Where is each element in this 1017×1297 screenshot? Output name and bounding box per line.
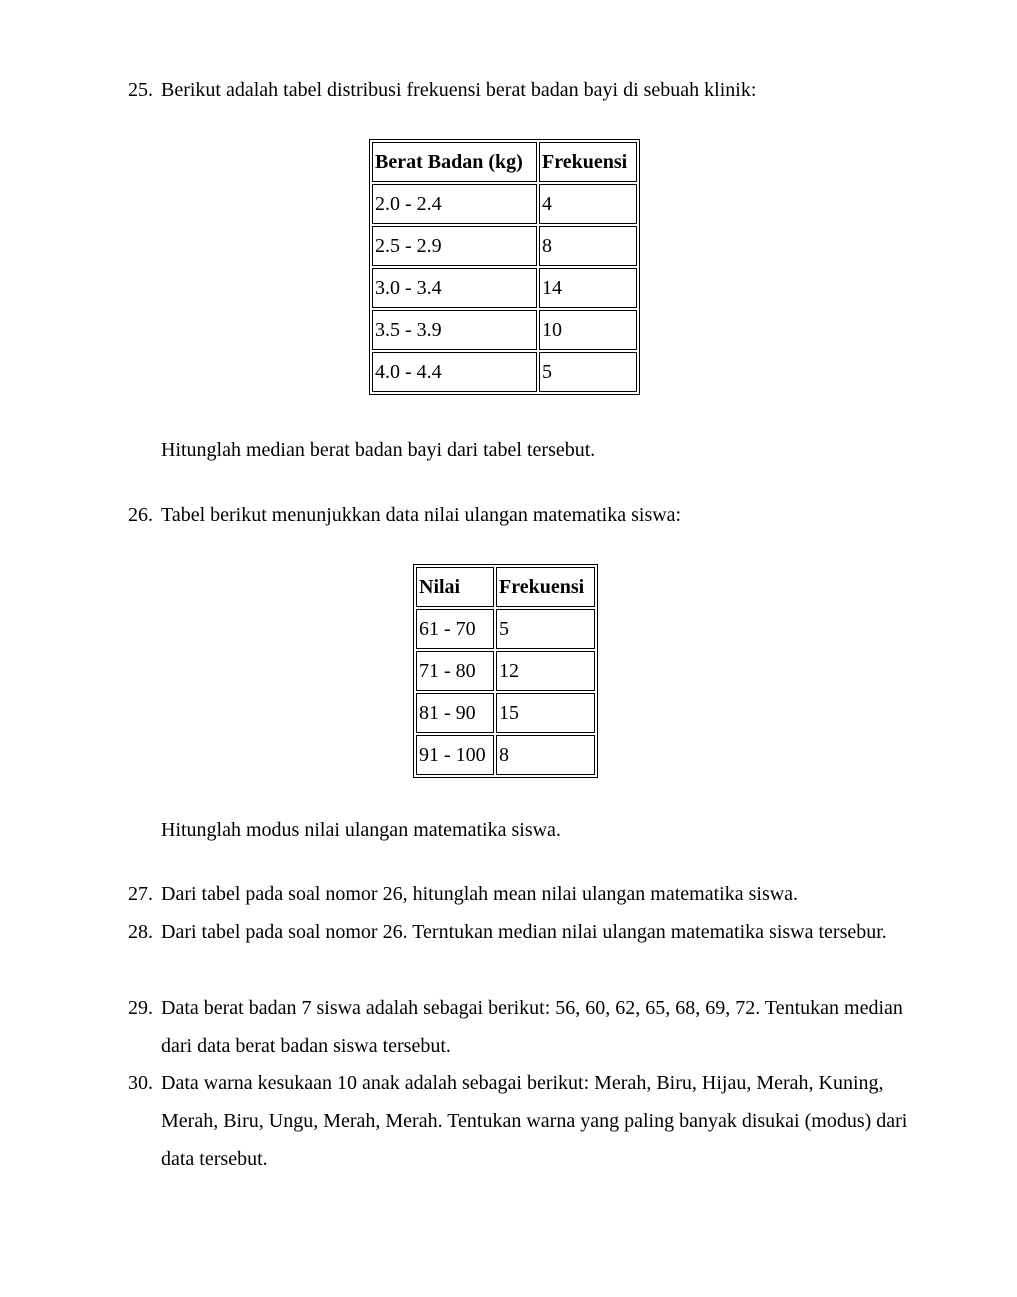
table-cell: 12 <box>496 651 595 691</box>
question-29 <box>128 989 908 1065</box>
table-header-cell: Nilai <box>416 567 494 607</box>
table-header-row <box>416 567 595 607</box>
table-cell: 2.0 - 2.4 <box>372 184 537 224</box>
table-cell: 14 <box>539 268 637 308</box>
question-25 <box>128 72 908 108</box>
table-cell: 91 - 100 <box>416 735 494 775</box>
question-text: Data warna kesukaan 10 anak adalah sebagai berikut: Merah, Biru, Hijau, Merah, Kuning, Merah, Biru, Ungu, Merah, Merah. Tentukan warna yang paling banyak disukai (modus) dari data tersebut. <box>161 1072 908 1170</box>
table-row <box>372 184 637 224</box>
table-header-cell: Frekuensi <box>496 567 595 607</box>
table-cell: 5 <box>496 609 595 649</box>
question-instruction: Hitunglah modus nilai ulangan matematika siswa. <box>161 819 561 841</box>
math-score-frequency-table <box>413 564 598 778</box>
question-text: Data berat badan 7 siswa adalah sebagai berikut: 56, 60, 62, 65, 68, 69, 72. Tentukan median dari data berat badan siswa tersebut. <box>161 997 903 1057</box>
table-cell: 10 <box>539 310 637 350</box>
question-text: Dari tabel pada soal nomor 26, hitunglah mean nilai ulangan matematika siswa. <box>161 883 799 905</box>
question-number: 29. <box>128 997 153 1019</box>
table-cell: 8 <box>539 226 637 266</box>
table-cell: 3.0 - 3.4 <box>372 268 537 308</box>
question-number: 26. <box>128 504 153 526</box>
table-cell: 8 <box>496 735 595 775</box>
table-cell: 2.5 - 2.9 <box>372 226 537 266</box>
table-row <box>416 735 595 775</box>
question-text: Dari tabel pada soal nomor 26. Terntukan median nilai ulangan matematika siswa tersebur. <box>161 921 887 943</box>
question-text: Berikut adalah tabel distribusi frekuensi berat badan bayi di sebuah klinik: <box>161 79 757 101</box>
question-number: 28. <box>128 921 153 943</box>
table-cell: 5 <box>539 352 637 392</box>
table-cell: 61 - 70 <box>416 609 494 649</box>
table-cell: 81 - 90 <box>416 693 494 733</box>
question-instruction: Hitunglah median berat badan bayi dari tabel tersebut. <box>161 439 596 461</box>
question-27 <box>128 875 908 913</box>
table-row <box>416 609 595 649</box>
table-row <box>416 693 595 733</box>
question-30 <box>128 1064 908 1178</box>
table-cell: 3.5 - 3.9 <box>372 310 537 350</box>
table-cell: 4 <box>539 184 637 224</box>
table-cell: 15 <box>496 693 595 733</box>
question-number: 27. <box>128 883 153 905</box>
table-header-cell: Berat Badan (kg) <box>372 142 537 182</box>
table-header-row <box>372 142 637 182</box>
table-cell: 4.0 - 4.4 <box>372 352 537 392</box>
table-row <box>372 310 637 350</box>
birth-weight-frequency-table <box>369 139 640 395</box>
table-row <box>372 352 637 392</box>
table-row <box>416 651 595 691</box>
question-28 <box>128 913 908 951</box>
question-26 <box>128 497 908 533</box>
table-header-cell: Frekuensi <box>539 142 637 182</box>
table-cell: 71 - 80 <box>416 651 494 691</box>
question-number: 25. <box>128 79 153 101</box>
table-row <box>372 226 637 266</box>
question-text: Tabel berikut menunjukkan data nilai ulangan matematika siswa: <box>161 504 682 526</box>
table-row <box>372 268 637 308</box>
question-number: 30. <box>128 1072 153 1094</box>
